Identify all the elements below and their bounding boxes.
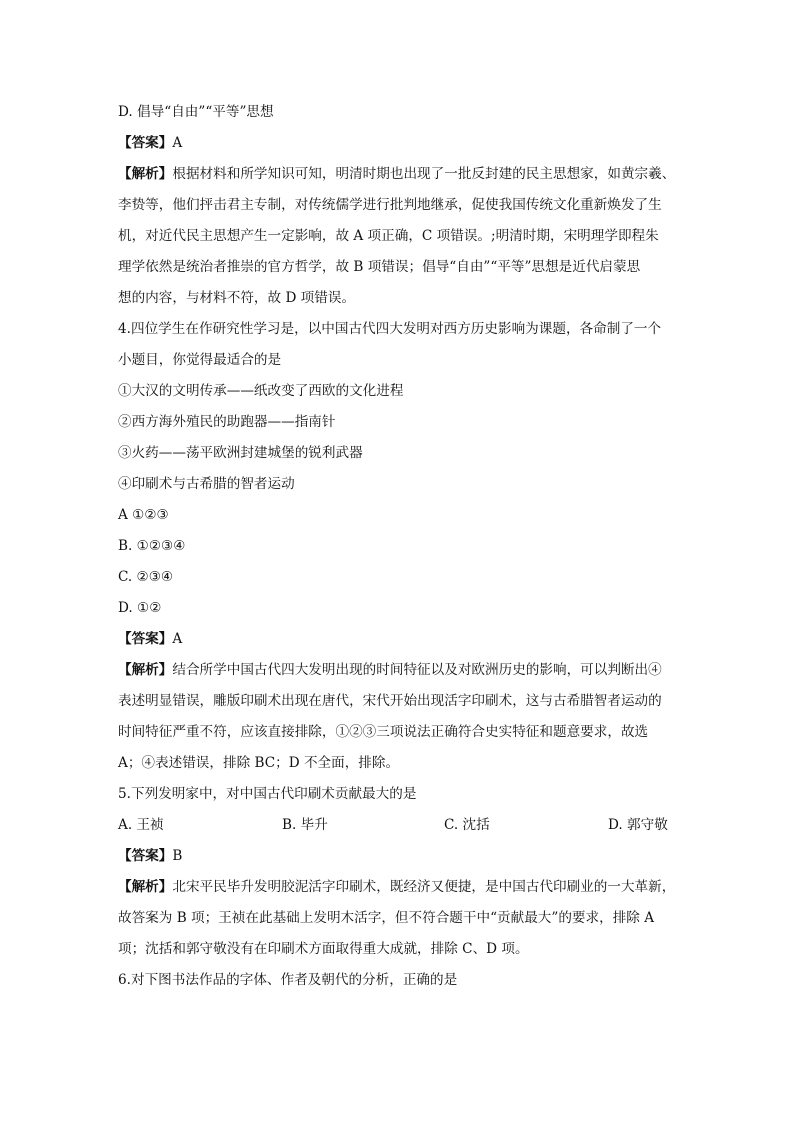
answer-label: 【答案】 [118,631,173,647]
q4-stem-line-1: 4.四位学生在作研究性学习是，以中国古代四大发明对西方历史影响为课题，各命制了一个 [118,321,662,337]
q4-analysis-line-2: 表述明显错误，雕版印刷术出现在唐代，宋代开始出现活字印刷术，这与古希腊智者运动的 [118,693,662,709]
q5-answer [118,846,182,866]
analysis-label: 【解析】 [118,166,173,182]
q4-item-1: ①大汉的文明传承——纸改变了西欧的文化进程 [118,383,404,399]
q4-item-2: ②西方海外殖民的助跑器——指南针 [118,414,336,430]
q4-option-c: C. ②③④ [118,569,174,585]
q3-analysis-line-2: 李贽等，他们抨击君主专制，对传统儒学进行批判地继承，促使我国传统文化重新焕发了生 [118,197,662,213]
answer-value: A [172,631,183,647]
answer-value: B [172,848,183,864]
q3-analysis-line-3: 机，对近代民主思想产生一定影响，故 A 项正确，C 项错误。;明清时期，宋明理学即程朱 [118,228,659,244]
q4-analysis-line-1: 【解析】结合所学中国古代四大发明出现的时间特征以及对欧洲历史的影响，可以判断出④ [118,662,662,678]
q3-analysis-line-5: 想的内容，与材料不符，故 D 项错误。 [118,290,356,306]
q3-option-d: D. 倡导“自由”“平等”思想 [118,104,274,120]
q5-option-d: D. 郭守敬 [608,817,668,833]
q4-analysis-line-4: A；④表述错误，排除 BC；D 不全面，排除。 [118,755,400,771]
q4-analysis-line-3: 时间特征严重不符，应该直接排除，①②③三项说法正确符合史实特征和题意要求，故选 [118,724,649,740]
q5-stem: 5.下列发明家中，对中国古代印刷术贡献最大的是 [118,786,417,802]
q3-answer [118,133,182,153]
q4-item-3: ③火药——荡平欧洲封建城堡的锐利武器 [118,445,363,461]
q5-analysis-line-3: 项；沈括和郭守敬没有在印刷术方面取得重大成就，排除 C、D 项。 [118,941,529,957]
q4-option-a: A ①②③ [118,507,169,523]
analysis-label: 【解析】 [118,662,173,678]
answer-label: 【答案】 [118,135,173,151]
q4-option-b: B. ①②③④ [118,538,186,554]
answer-label: 【答案】 [118,848,173,864]
q5-option-a: A. 王祯 [118,817,164,833]
answer-value: A [172,135,183,151]
q5-option-b: B. 毕升 [282,817,328,833]
q6-stem: 6.对下图书法作品的字体、作者及朝代的分析，正确的是 [118,972,458,988]
q5-analysis-line-1: 【解析】北宋平民毕升发明胶泥活字印刷术，既经济又便捷，是中国古代印刷业的一大革新， [118,879,676,895]
q4-item-4: ④印刷术与古希腊的智者运动 [118,476,295,492]
q4-option-d: D. ①② [118,600,162,616]
q4-stem-line-2: 小题目，你觉得最适合的是 [118,352,282,368]
q5-analysis-line-2: 故答案为 B 项；王祯在此基础上发明木活字，但不符合题干中“贡献最大”的要求，排除 A [118,910,655,926]
q5-option-c: C. 沈括 [444,817,490,833]
q3-analysis-line-4: 理学依然是统治者推崇的官方哲学，故 B 项错误；倡导“自由”“平等”思想是近代启蒙思 [118,259,641,275]
q3-analysis-line-1: 【解析】根据材料和所学知识可知，明清时期也出现了一批反封建的民主思想家，如黄宗羲、 [118,166,676,182]
q4-answer [118,629,182,649]
analysis-label: 【解析】 [118,879,173,895]
